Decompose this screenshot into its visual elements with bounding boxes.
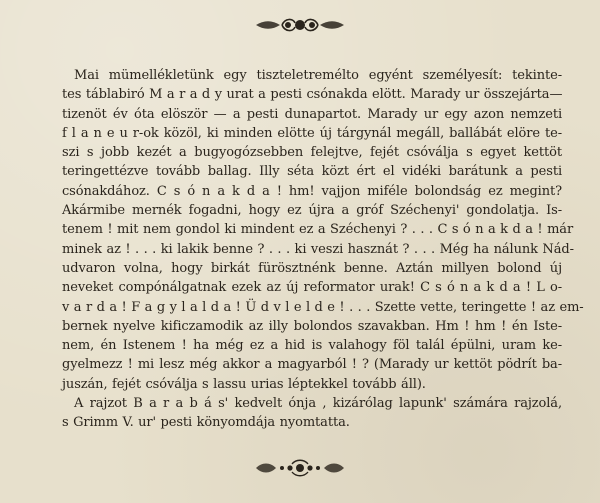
text-line: v a r d a ! F a g y l a l d a ! Ü d v l e l d e ! . . . Szette vette, teringette ! az em- (62, 299, 584, 315)
text-line: tizenöt év óta elöször — a pesti dunapartot. Marady ur egy azon nemzeti (62, 106, 562, 122)
text-line: szi s jobb kezét a bugyogózsebben felejtve, fejét csóválja s egyet kettöt (62, 145, 562, 161)
text-line: csónakdához. C s ó n a k d a ! hm! vajjon miféle bolondság ez megint? (62, 183, 562, 199)
text-line: Mai mümellékletünk egy tiszteletremélto egyént személyesít: tekinte- (74, 68, 562, 83)
text-line: gyelmezz ! mi lesz még akkor a magyarból ! ? (Marady ur kettöt pödrít ba- (62, 357, 562, 373)
text-line: teringettézve tovább ballag. Illy séta közt ért el vidéki barátunk a pesti (62, 164, 562, 180)
text-line: juszán, fejét csóválja s lassu urias léptekkel tovább áll). (62, 376, 426, 392)
article-text (62, 66, 584, 433)
text-line: neveket compónálgatnak ezek az új reformator urak! C s ó n a k d a ! L o- (62, 280, 562, 296)
text-line: s Grimm V. ur' pesti könyomdája nyomtatta. (62, 415, 350, 431)
text-line: Akármibe mernék fogadni, hogy ez újra a gróf Széchenyi' gondolatja. Is- (62, 203, 562, 219)
text-line: A rajzot B a r a b á s' kedvelt ónja , kizárólag lapunk' számára rajzolá, (74, 396, 562, 412)
bottom-flourish-ornament (252, 458, 348, 478)
text-line: f l a n e u r-ok közöl, ki minden elötte új tárgynál megáll, ballábát elöre te- (62, 125, 562, 141)
text-line: minek az ! . . . ki lakik benne ? . . . ki veszi hasznát ? . . . Még ha nálunk Nád- (62, 241, 574, 257)
paragraph-main (62, 66, 584, 394)
top-flourish-ornament (254, 14, 346, 36)
text-line: udvaron volna, hogy birkát fürösztnénk benne. Aztán millyen bolond új (62, 260, 562, 276)
text-line: nem, én Istenem ! ha még ez a hid is valahogy föl talál épülni, uram ke- (62, 338, 562, 354)
text-line: tenem ! mit nem gondol ki mindent ez a Széchenyi ? . . . C s ó n a k d a ! már (62, 222, 574, 238)
text-line: tes táblabiró M a r a d y urat a pesti csónakda elött. Marady ur összejárta— (62, 87, 563, 103)
text-line: bernek nyelve kificzamodik az illy bolondos szavakban. Hm ! hm ! én Iste- (62, 318, 562, 334)
paragraph-credit (62, 394, 562, 433)
